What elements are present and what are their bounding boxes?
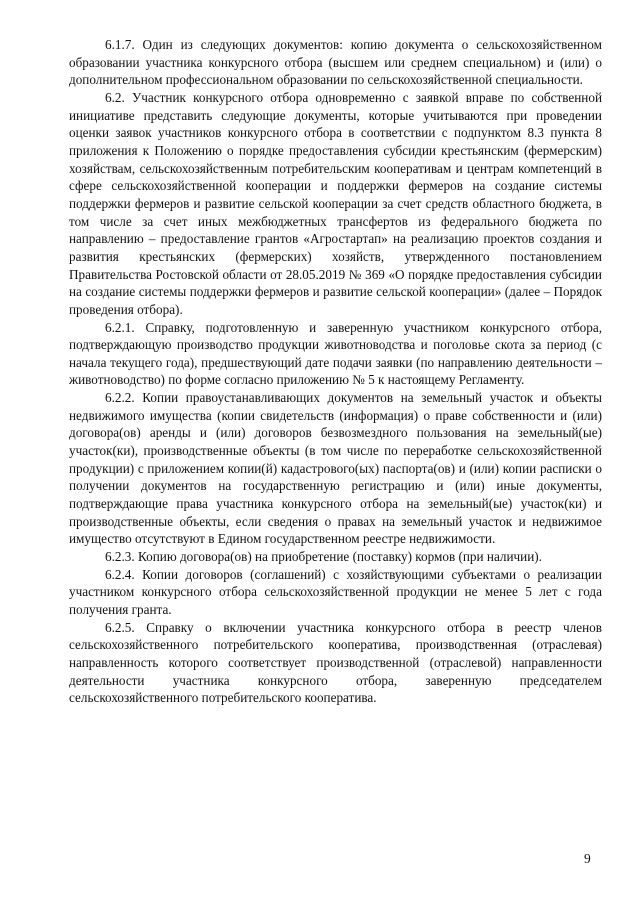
paragraph-6-2-2: 6.2.2. Копии правоустанавливающих документов на земельный участок и объекты недвижимого имущества (копии свидетельств (информация) о праве собственности и (или) договора(ов) аренды и (или) договоров безвозмездного пользования на земельный(ые) участок(ки), производственные объекты (в том числе по переработке сельскохозяйственной продукции) с приложением копии(й) кадастрового(ых) паспорта(ов) и (или) копии расписки о получении документов на государственную регистрацию и (или) иные документы, подтверждающие права участника конкурсного отбора на земельный(ые) участок(ки) и производственные объекты, если сведения о правах на земельный участок и недвижимое имущество отсутствуют в Едином государственном реестре недвижимости. xyxy=(69,390,602,547)
paragraph-6-2-5: 6.2.5. Справку о включении участника конкурсного отбора в реестр членов сельскохозяйственного потребительского кооператива, производственная (отраслевая) направленность которого соответствует производственной (отраслевой) направленности деятельности участника конкурсного отбора, заверенную председателем сельскохозяйственного потребительского кооператива. xyxy=(69,619,602,706)
paragraph-6-2-4: 6.2.4. Копии договоров (соглашений) с хозяйствующими субъектами о реализации участником конкурсного отбора сельскохозяйственной продукции не менее 5 лет с года получения гранта. xyxy=(69,566,602,617)
page-number: 9 xyxy=(584,851,591,866)
paragraph-6-2-1: 6.2.1. Справку, подготовленную и заверенную участником конкурсного отбора, подтверждающую производство продукции животноводства и поголовье скота за период (с начала текущего года), предшествующий дате подачи заявки (по направлению деятельности – животноводство) по форме согласно приложению № 5 к настоящему Регламенту. xyxy=(69,319,602,388)
paragraph-6-2-3: 6.2.3. Копию договора(ов) на приобретение (поставку) кормов (при наличии). xyxy=(105,549,542,565)
paragraph-6-2: 6.2. Участник конкурсного отбора одновременно с заявкой вправе по собственной инициативе представить следующие документы, которые учитываются при проведении оценки заявок участников конкурсного отбора в соответствии с подпунктом 8.3 пункта 8 приложения к Положению о порядке предоставления субсидии крестьянским (фермерским) хозяйствам, сельскохозяйственным потребительским кооперативам и центрам компетенций в сфере сельскохозяйственной кооперации и поддержки фермеров на создание системы поддержки фермеров и развитие сельской кооперации за счет средств областного бюджета, в том числе за счет иных межбюджетных трансфертов из федерального бюджета по направлению – предоставление грантов «Агростартап» на реализацию проектов создания и развития крестьянских (фермерских) хозяйств, утвержденного постановлением Правительства Ростовской области от 28.05.2019 № 369 «О порядке предоставления субсидии на создание системы поддержки фермеров и развитие сельской кооперации» (далее – Порядок проведения отбора). xyxy=(69,89,602,317)
document-body xyxy=(69,36,602,707)
paragraph-6-1-7: 6.1.7. Один из следующих документов: копию документа о сельскохозяйственном образовании участника конкурсного отбора (высшем или среднем специальном) и (или) о дополнительном профессиональном образовании по сельскохозяйственной специальности. xyxy=(69,37,602,88)
